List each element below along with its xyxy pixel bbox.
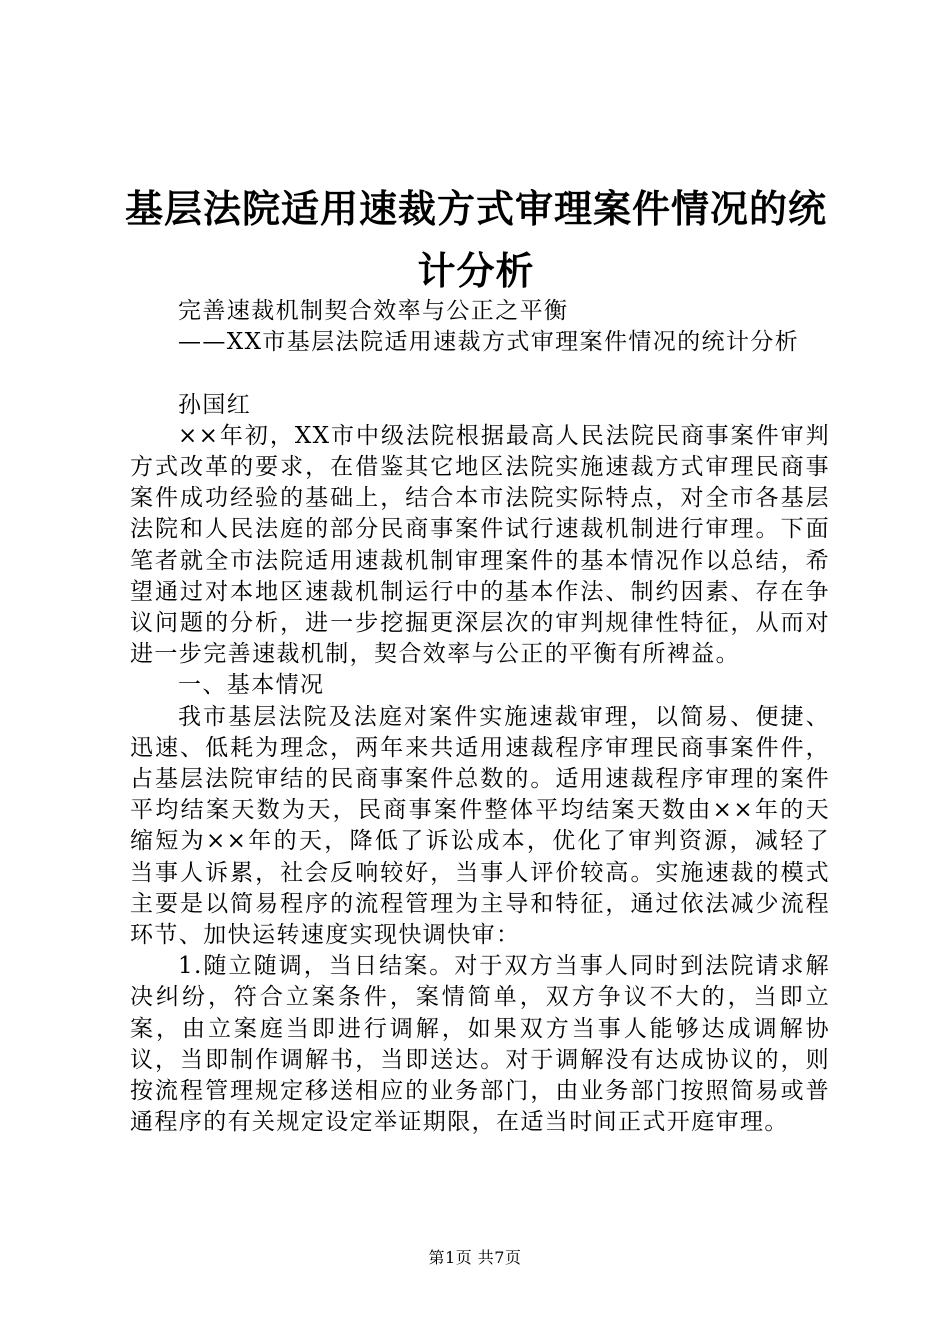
document-body [130,296,830,1138]
item1-paragraph: 1.随立随调，当日结案。对于双方当事人同时到法院请求解决纠纷，符合立案条件，案情简单，双方争议不大的，当即立案，由立案庭当即进行调解，如果双方当事人能够达成调解协议，当即制作调解书，当即送达。对于调解没有达成协议的，则按流程管理规定移送相应的业务部门，由业务部门按照简易或普通程序的有关规定设定举证期限，在适当时间正式开庭审理。 [130,953,830,1136]
subtitle-line-1: 完善速裁机制契合效率与公正之平衡 [178,298,569,324]
author-name: 孙国红 [178,391,252,418]
page-footer: 第1页 共7页 [428,1248,522,1267]
section-heading-basic: 一、基本情况 [178,672,325,699]
section1-paragraph: 我市基层法院及法庭对案件实施速裁审理，以简易、便捷、迅速、低耗为理念，两年来共适用速裁程序审理民商事案件件，占基层法院审结的民商事案件总数的。适用速裁程序审理的案件平均结案天数为天，民商事案件整体平均结案天数由××年的天缩短为××年的天，降低了诉讼成本，优化了审判资源，减轻了当事人诉累，社会反响较好，当事人评价较高。实施速裁的模式主要是以简易程序的流程管理为主导和特征，通过依法减少流程环节、加快运转速度实现快调快审： [130,703,830,948]
blank-line [130,358,830,389]
subtitle-line-2: ——XX市基层法院适用速裁方式审理案件情况的统计分析 [178,329,800,356]
document-title: 基层法院适用速裁方式审理案件情况的统计分析 [124,187,827,293]
intro-paragraph: ××年初，XX市中级法院根据最高人民法院民商事案件审判方式改革的要求，在借鉴其它地区法院实施速裁方式审理民商事案件成功经验的基础上，结合本市法院实际特点，对全市各基层法院和人民法庭的部分民商事案件试行速裁机制进行审理。下面笔者就全市法院适用速裁机制审理案件的基本情况作以总结，希望通过对本地区速裁机制运行中的基本作法、制约因素、存在争议问题的分析，进一步挖掘更深层次的审判规律性特征，从而对进一步完善速裁机制，契合效率与公正的平衡有所裨益。 [130,422,830,668]
